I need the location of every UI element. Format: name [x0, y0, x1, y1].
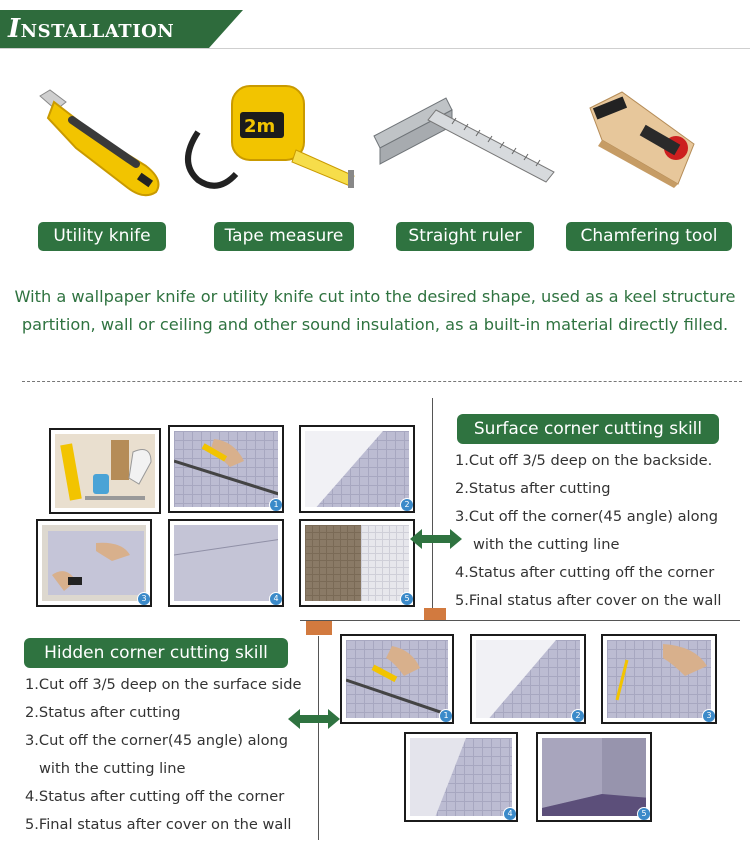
hidden-step-3-cont: with the cutting line	[39, 760, 186, 777]
hidden-step-5: 5.Final status after cover on the wall	[25, 816, 292, 833]
tool-label-chamfering-tool: Chamfering tool	[566, 222, 732, 251]
hidden-step-4-photo	[404, 732, 518, 822]
step-number-badge: 1	[269, 498, 283, 512]
tool-label-utility-knife: Utility knife	[38, 222, 166, 251]
hidden-divider-line	[318, 636, 319, 840]
straight-ruler-image	[372, 96, 556, 186]
step-number-badge: 3	[702, 709, 716, 723]
step-number-badge: 5	[400, 592, 414, 606]
tool-label-tape-measure: Tape measure	[214, 222, 354, 251]
chamfering-tool-image	[582, 88, 702, 188]
surface-step-3: 3.Cut off the corner(45 angle) along	[455, 508, 719, 525]
step-number-badge: 3	[137, 592, 151, 606]
double-arrow-icon	[288, 708, 340, 730]
dashed-divider	[22, 381, 742, 382]
surface-step-1: 1.Cut off 3/5 deep on the backside.	[455, 452, 713, 469]
surface-corner-heading: Surface corner cutting skill	[457, 414, 719, 444]
hidden-step-4: 4.Status after cutting off the corner	[25, 788, 285, 805]
section-title: INSTALLATION	[8, 14, 175, 44]
hidden-step-3: 3.Cut off the corner(45 angle) along	[25, 732, 289, 749]
surface-step-3-photo	[36, 519, 152, 607]
corner-marker-block	[306, 621, 332, 635]
step-number-badge: 4	[503, 807, 517, 821]
step-number-badge: 1	[439, 709, 453, 723]
double-arrow-icon	[410, 528, 462, 550]
hidden-corner-heading: Hidden corner cutting skill	[24, 638, 288, 668]
surface-step-5: 5.Final status after cover on the wall	[455, 592, 722, 609]
surface-step-4-photo	[168, 519, 284, 607]
surface-step-4: 4.Status after cutting off the corner	[455, 564, 715, 581]
step-number-badge: 4	[269, 592, 283, 606]
utility-knife-image	[36, 88, 170, 200]
hidden-step-3-photo	[601, 634, 717, 724]
step-number-badge: 2	[571, 709, 585, 723]
step-number-badge: 5	[637, 807, 651, 821]
hidden-step-1: 1.Cut off 3/5 deep on the surface side	[25, 676, 302, 693]
header-divider	[0, 48, 750, 49]
surface-step-5-photo	[299, 519, 415, 607]
hidden-step-2-photo	[470, 634, 586, 724]
tools-photo	[49, 428, 161, 514]
step-number-badge: 2	[400, 498, 414, 512]
surface-step-1-photo	[168, 425, 284, 513]
hidden-step-5-photo	[536, 732, 652, 822]
tape-measure-image	[178, 82, 358, 194]
intro-paragraph: With a wallpaper knife or utility knife cut into the desired shape, used as a keel structure partition, wall or ceiling and other sound insulation, as a built-in material directly filled.	[14, 287, 736, 334]
corner-marker-block	[424, 608, 446, 620]
surface-step-2-photo	[299, 425, 415, 513]
surface-divider-line	[432, 398, 433, 620]
hidden-step-2: 2.Status after cutting	[25, 704, 181, 721]
surface-step-3-cont: with the cutting line	[473, 536, 620, 553]
tool-label-straight-ruler: Straight ruler	[396, 222, 534, 251]
tape-size-label: 2m	[244, 116, 276, 137]
hidden-step-1-photo	[340, 634, 454, 724]
surface-step-2: 2.Status after cutting	[455, 480, 611, 497]
corner-wall-line	[300, 620, 740, 621]
